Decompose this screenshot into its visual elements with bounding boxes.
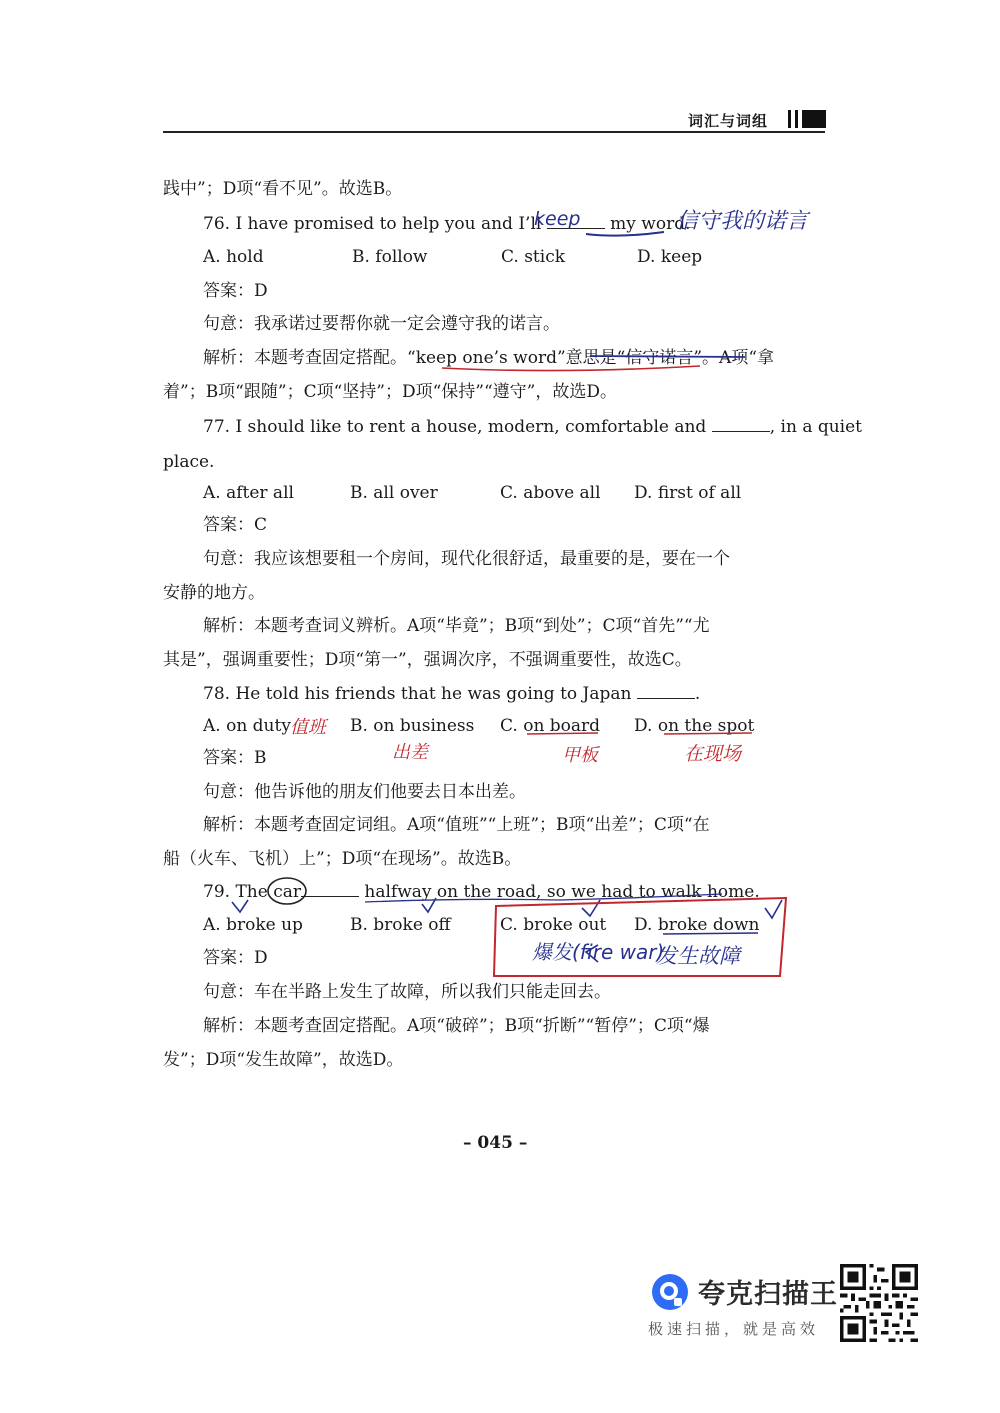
option-b: B. all over bbox=[350, 483, 438, 503]
answer-blank bbox=[301, 880, 359, 897]
explanation: 发”；D项“发生故障”，故选D。 bbox=[163, 1050, 404, 1070]
question-text: halfway on the road, so we had to walk home. bbox=[364, 882, 760, 902]
option-c: C. stick bbox=[501, 247, 566, 267]
handwritten-keep: keep bbox=[534, 208, 581, 230]
header-rule bbox=[163, 131, 825, 133]
ink-check bbox=[765, 900, 782, 918]
explanation: 其是”，强调重要性；D项“第一”，强调次序，不强调重要性，故选C。 bbox=[163, 650, 692, 670]
handwritten-spot-note: 在现场 bbox=[684, 743, 742, 765]
option-a: A. on duty bbox=[203, 716, 291, 736]
question-79 bbox=[203, 880, 760, 903]
meaning: 句意：我承诺过要帮你就一定会遵守我的诺言。 bbox=[203, 314, 560, 334]
watermark-slogan: 极速扫描，就是高效 bbox=[648, 1320, 820, 1338]
handwritten-duty-note: 值班 bbox=[290, 717, 326, 738]
watermark-app-name: 夸克扫描王 bbox=[698, 1279, 838, 1310]
meaning: 句意：他告诉他的朋友们他要去日本出差。 bbox=[203, 782, 526, 802]
explanation: 着”；B项“跟随”；C项“坚持”；D项“保持”“遵守”，故选D。 bbox=[163, 382, 617, 402]
handwritten-board-note: 甲板 bbox=[562, 745, 598, 766]
option-b: B. on business bbox=[350, 716, 475, 736]
option-d: D. broke down bbox=[634, 915, 760, 935]
answer: 答案：B bbox=[203, 748, 267, 768]
explanation: 解析：本题考查固定词组。A项“值班”“上班”；B项“出差”；C项“在 bbox=[203, 815, 710, 835]
question-text: 78. He told his friends that he was going to Japan bbox=[203, 684, 632, 704]
option-c: C. above all bbox=[500, 483, 601, 503]
section-title: 词汇与词组 bbox=[688, 112, 769, 130]
handwritten-note: 信守我的诺言 bbox=[676, 209, 809, 234]
answer-blank bbox=[712, 415, 770, 432]
option-d: D. on the spot bbox=[634, 716, 755, 736]
explanation: 解析：本题考查固定搭配。“keep one’s word”意思是“信守诺言”。A项“拿 bbox=[203, 348, 775, 368]
qr-code-icon bbox=[838, 1264, 920, 1342]
question-text: place. bbox=[163, 452, 215, 472]
answer: 答案：D bbox=[203, 948, 268, 968]
question-text: 77. I should like to rent a house, modern, comfortable and bbox=[203, 417, 707, 437]
explanation: 船（火车、飞机）上”；D项“在现场”。故选B。 bbox=[163, 849, 522, 869]
handwritten-breakout-note: 爆发(fire war) bbox=[532, 940, 665, 964]
meaning: 安静的地方。 bbox=[163, 583, 265, 603]
meaning: 句意：我应该想要租一个房间，现代化很舒适，最重要的是，要在一个 bbox=[203, 549, 730, 569]
handwritten-breakdown-note: 发生故障 bbox=[656, 944, 740, 968]
text-line: 践中”；D项“看不见”。故选B。 bbox=[163, 179, 403, 199]
question-text: 79. The car bbox=[203, 882, 301, 902]
meaning: 句意：车在半路上发生了故障，所以我们只能走回去。 bbox=[203, 982, 611, 1002]
question-77 bbox=[203, 415, 862, 438]
option-d: D. first of all bbox=[634, 483, 742, 503]
option-a: A. after all bbox=[203, 483, 294, 503]
question-text: 76. I have promised to help you and I’ll bbox=[203, 214, 542, 234]
quark-logo-icon bbox=[648, 1270, 692, 1314]
header-bars-icon bbox=[788, 108, 828, 130]
question-78 bbox=[203, 682, 700, 705]
answer-blank bbox=[637, 682, 695, 699]
option-c: C. broke out bbox=[500, 915, 607, 935]
explanation: 解析：本题考查固定搭配。A项“破碎”；B项“折断”“暂停”；C项“爆 bbox=[203, 1016, 710, 1036]
page-number: – 045 – bbox=[463, 1133, 528, 1153]
explanation: 解析：本题考查词义辨析。A项“毕竟”；B项“到处”；C项“首先”“尤 bbox=[203, 616, 710, 636]
option-c: C. on board bbox=[500, 716, 601, 736]
option-d: D. keep bbox=[637, 247, 703, 267]
answer: 答案：C bbox=[203, 515, 268, 535]
question-text: , in a quiet bbox=[769, 417, 863, 437]
option-b: B. broke off bbox=[350, 915, 451, 935]
option-b: B. follow bbox=[352, 247, 428, 267]
option-a: A. hold bbox=[203, 247, 264, 267]
question-76 bbox=[203, 212, 690, 235]
handwritten-business-note: 出差 bbox=[392, 742, 428, 763]
question-text: . bbox=[694, 684, 701, 704]
question-text: my word. bbox=[610, 214, 691, 234]
option-a: A. broke up bbox=[203, 915, 303, 935]
answer: 答案：D bbox=[203, 281, 268, 301]
